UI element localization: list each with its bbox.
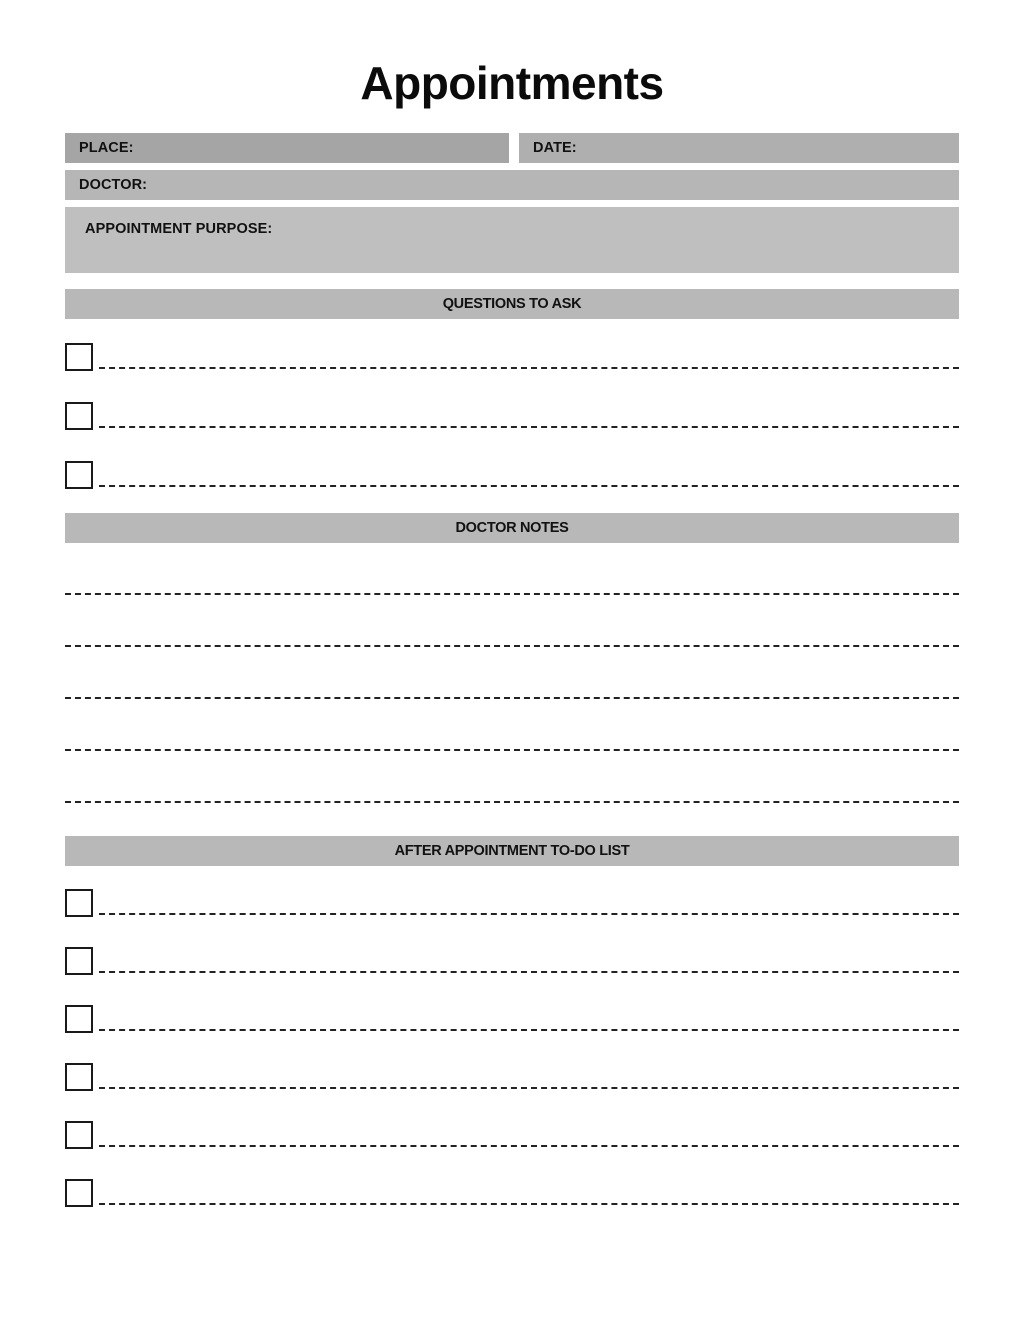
write-line-todo-6[interactable]: [99, 1203, 959, 1205]
after-appointment-todo-header: AFTER APPOINTMENT TO-DO LIST: [65, 836, 959, 866]
todo-list-item[interactable]: [65, 1179, 959, 1207]
write-line-question-1[interactable]: [99, 367, 959, 369]
checkbox-question-3[interactable]: [65, 461, 93, 489]
date-field[interactable]: [519, 133, 959, 163]
page-title: Appointments: [360, 57, 664, 109]
questions-list-item[interactable]: [65, 402, 959, 430]
checkbox-todo-3[interactable]: [65, 1005, 93, 1033]
page-content: [65, 0, 959, 1207]
write-line-todo-4[interactable]: [99, 1087, 959, 1089]
todo-list-item[interactable]: [65, 889, 959, 917]
write-line-note-5[interactable]: [65, 801, 959, 803]
write-line-note-3[interactable]: [65, 697, 959, 699]
questions-to-ask-header: QUESTIONS TO ASK: [65, 289, 959, 319]
place-label: PLACE:: [79, 140, 134, 156]
checkbox-todo-6[interactable]: [65, 1179, 93, 1207]
date-label: DATE:: [533, 140, 577, 156]
questions-list-item[interactable]: [65, 343, 959, 371]
appointment-purpose-field[interactable]: [65, 207, 959, 273]
place-date-row: [65, 133, 959, 163]
write-line-note-4[interactable]: [65, 749, 959, 751]
write-line-todo-5[interactable]: [99, 1145, 959, 1147]
checkbox-todo-5[interactable]: [65, 1121, 93, 1149]
appointment-purpose-label: APPOINTMENT PURPOSE:: [85, 221, 273, 237]
todo-list-item[interactable]: [65, 1121, 959, 1149]
todo-list-item[interactable]: [65, 947, 959, 975]
write-line-note-2[interactable]: [65, 645, 959, 647]
write-line-question-2[interactable]: [99, 426, 959, 428]
checkbox-question-1[interactable]: [65, 343, 93, 371]
write-line-todo-2[interactable]: [99, 971, 959, 973]
write-line-note-1[interactable]: [65, 593, 959, 595]
todo-list-item[interactable]: [65, 1063, 959, 1091]
doctor-field[interactable]: [65, 170, 959, 200]
checkbox-todo-2[interactable]: [65, 947, 93, 975]
doctor-label: DOCTOR:: [79, 177, 148, 193]
todo-list-item[interactable]: [65, 1005, 959, 1033]
questions-list-item[interactable]: [65, 461, 959, 489]
place-field[interactable]: [65, 133, 509, 163]
write-line-question-3[interactable]: [99, 485, 959, 487]
checkbox-todo-1[interactable]: [65, 889, 93, 917]
checkbox-question-2[interactable]: [65, 402, 93, 430]
doctor-notes-header: DOCTOR NOTES: [65, 513, 959, 543]
write-line-todo-3[interactable]: [99, 1029, 959, 1031]
checkbox-todo-4[interactable]: [65, 1063, 93, 1091]
write-line-todo-1[interactable]: [99, 913, 959, 915]
